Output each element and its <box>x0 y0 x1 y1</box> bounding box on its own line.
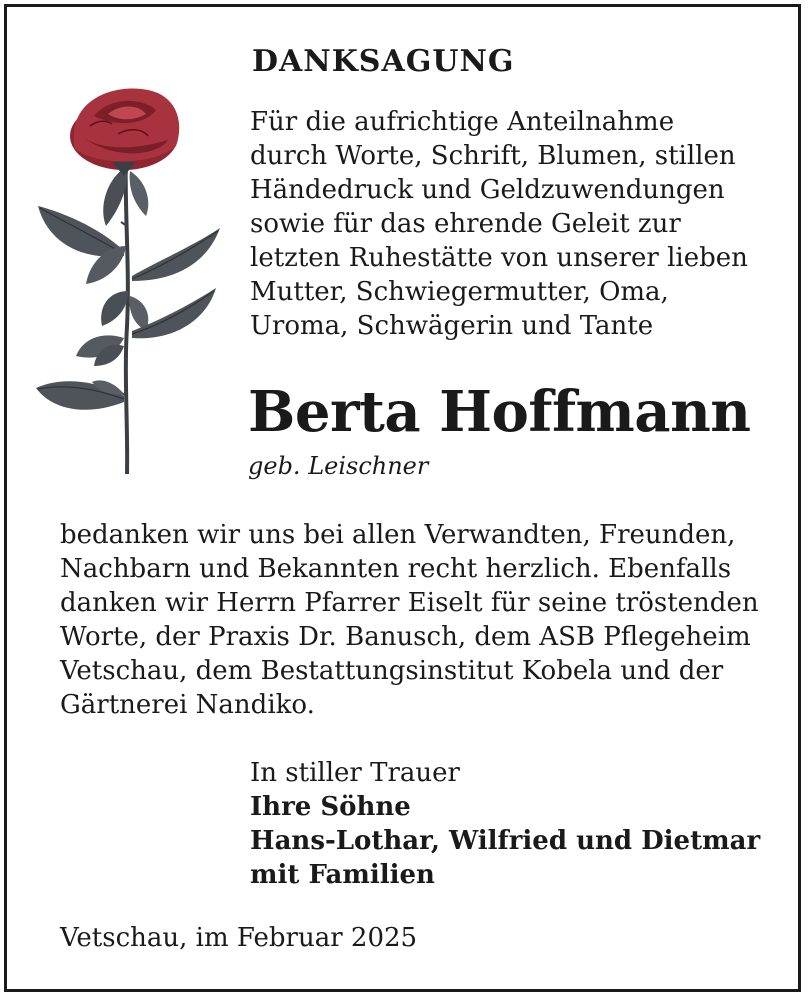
body-line: bedanken wir uns bei allen Verwandten, Freunden, <box>60 520 736 550</box>
deceased-name: Berta Hoffmann <box>248 379 751 445</box>
intro-line: durch Worte, Schrift, Blumen, stillen <box>250 141 736 171</box>
signature-line: mit Familien <box>250 860 435 890</box>
rose-icon <box>28 76 228 481</box>
body-line: Worte, der Praxis Dr. Banusch, dem ASB Pflegeheim <box>60 622 751 652</box>
signature-intro: In stiller Trauer <box>250 758 460 788</box>
intro-line: sowie für das ehrende Geleit zur <box>250 209 681 239</box>
body-line: danken wir Herrn Pfarrer Eiselt für seine tröstenden <box>60 588 759 618</box>
thanks-paragraph <box>60 518 780 722</box>
signature-line: Hans-Lothar, Wilfried und Dietmar <box>250 826 761 856</box>
body-line: Nachbarn und Bekannten recht herzlich. Ebenfalls <box>60 554 732 584</box>
intro-line: Mutter, Schwiegermutter, Oma, <box>250 277 669 307</box>
intro-line: Für die aufrichtige Anteilnahme <box>250 107 675 137</box>
body-line: Vetschau, dem Bestattungsinstitut Kobela und der <box>60 656 724 686</box>
page-title: DANKSAGUNG <box>252 44 515 79</box>
place-date: Vetschau, im Februar 2025 <box>60 923 418 953</box>
intro-paragraph <box>250 105 770 343</box>
body-line: Gärtnerei Nandiko. <box>60 690 315 720</box>
intro-line: letzten Ruhestätte von unserer lieben <box>250 243 748 273</box>
signature-block <box>250 756 760 892</box>
intro-line: Händedruck und Geldzuwendungen <box>250 175 725 205</box>
intro-line: Uroma, Schwägerin und Tante <box>250 311 654 341</box>
maiden-name: geb. Leischner <box>248 452 429 480</box>
signature-line: Ihre Söhne <box>250 792 411 822</box>
